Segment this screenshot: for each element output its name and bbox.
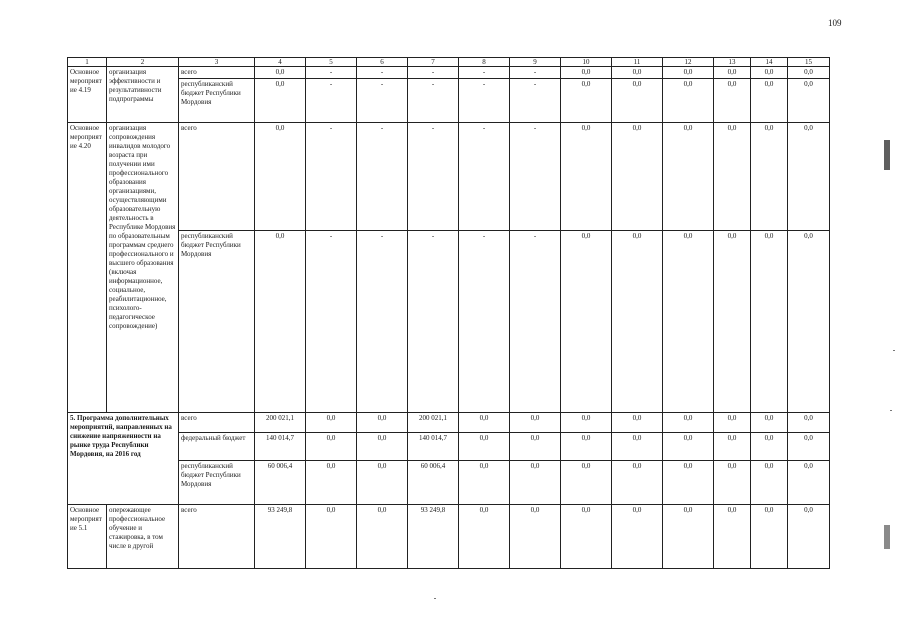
value-cell: - (510, 123, 561, 231)
value-cell: 0,0 (788, 79, 830, 123)
value-cell: 0,0 (561, 505, 612, 569)
value-cell: 0,0 (788, 461, 830, 505)
value-cell: 0,0 (306, 433, 357, 461)
value-cell: 0,0 (714, 461, 751, 505)
value-cell: 0,0 (255, 79, 306, 123)
value-cell: 60 006,4 (408, 461, 459, 505)
value-cell: 0,0 (612, 413, 663, 433)
value-cell: - (408, 67, 459, 79)
program-title-cell: 5. Программа дополнительных мероприятий, направленных на снижение напряженности на рынке труда Республики Мордовия, на 2016 год (68, 413, 179, 505)
value-cell: 93 249,8 (408, 505, 459, 569)
source-cell: федеральный бюджет (179, 433, 255, 461)
value-cell: 0,0 (561, 123, 612, 231)
value-cell: 0,0 (255, 231, 306, 413)
value-cell: 0,0 (663, 433, 714, 461)
value-cell: 0,0 (357, 413, 408, 433)
measure-name-cell: опережающее профессиональное обучение и стажировка, в том числе в другой (107, 505, 179, 569)
value-cell: 0,0 (561, 231, 612, 413)
value-cell: 0,0 (663, 67, 714, 79)
value-cell: 0,0 (612, 123, 663, 231)
header-cell: 7 (408, 58, 459, 67)
value-cell: 0,0 (306, 505, 357, 569)
value-cell: - (357, 231, 408, 413)
value-cell: 0,0 (510, 505, 561, 569)
value-cell: - (510, 231, 561, 413)
header-cell: 9 (510, 58, 561, 67)
header-cell: 6 (357, 58, 408, 67)
value-cell: 0,0 (663, 123, 714, 231)
value-cell: 0,0 (561, 433, 612, 461)
value-cell: - (459, 67, 510, 79)
header-cell: 5 (306, 58, 357, 67)
value-cell: 0,0 (714, 67, 751, 79)
header-cell: 4 (255, 58, 306, 67)
value-cell: - (306, 67, 357, 79)
header-cell: 1 (68, 58, 107, 67)
value-cell: - (306, 231, 357, 413)
header-cell: 15 (788, 58, 830, 67)
value-cell: 0,0 (663, 461, 714, 505)
value-cell: 0,0 (751, 67, 788, 79)
measure-cell: Основное мероприятие 4.19 (68, 67, 107, 123)
scan-speck (893, 350, 895, 351)
value-cell: 0,0 (510, 413, 561, 433)
value-cell: 0,0 (788, 433, 830, 461)
value-cell: - (408, 79, 459, 123)
value-cell: 0,0 (357, 433, 408, 461)
value-cell: 0,0 (788, 413, 830, 433)
value-cell: 0,0 (459, 505, 510, 569)
value-cell: 0,0 (306, 461, 357, 505)
source-cell: всего (179, 67, 255, 79)
value-cell: 0,0 (561, 461, 612, 505)
table-row (68, 231, 830, 413)
header-cell: 11 (612, 58, 663, 67)
value-cell: 0,0 (612, 231, 663, 413)
value-cell: - (408, 123, 459, 231)
value-cell: 0,0 (663, 79, 714, 123)
value-cell: 0,0 (459, 461, 510, 505)
scan-speck (434, 598, 436, 599)
value-cell: 0,0 (714, 123, 751, 231)
value-cell: 0,0 (663, 413, 714, 433)
source-cell: республиканский бюджет Республики Мордовия (179, 79, 255, 123)
value-cell: - (357, 67, 408, 79)
header-cell: 8 (459, 58, 510, 67)
page-number: 109 (828, 18, 842, 28)
value-cell: 0,0 (788, 505, 830, 569)
measure-cell: Основное мероприятие 5.1 (68, 505, 107, 569)
table-row (68, 413, 830, 433)
value-cell: 0,0 (788, 123, 830, 231)
value-cell: - (510, 79, 561, 123)
measure-name-cell: организация сопровождения инвалидов молодого возраста при получении ими профессионального образования организациями, осуществляющими образовательную деятельность в Республике Мордовия по образовательным программам среднего профессионального и высшего образования (включая информационное, социальное, реабилитационное, психолого-педагогическое сопровождение) (107, 123, 179, 413)
table-row (68, 505, 830, 569)
table-row (68, 433, 830, 461)
value-cell: 0,0 (561, 67, 612, 79)
value-cell: - (510, 67, 561, 79)
value-cell: 0,0 (357, 461, 408, 505)
value-cell: 0,0 (714, 79, 751, 123)
source-cell: всего (179, 123, 255, 231)
source-cell: республиканский бюджет Республики Мордовия (179, 461, 255, 505)
value-cell: 0,0 (751, 413, 788, 433)
value-cell: 0,0 (714, 413, 751, 433)
value-cell: 0,0 (561, 413, 612, 433)
value-cell: 0,0 (255, 123, 306, 231)
value-cell: - (459, 79, 510, 123)
value-cell: 0,0 (612, 433, 663, 461)
table-row (68, 461, 830, 505)
value-cell: - (459, 231, 510, 413)
value-cell: 0,0 (612, 461, 663, 505)
header-row (68, 58, 830, 67)
value-cell: - (459, 123, 510, 231)
measure-name-cell: организация эффективности и результативности подпрограммы (107, 67, 179, 123)
value-cell: 0,0 (751, 505, 788, 569)
value-cell: 0,0 (714, 505, 751, 569)
value-cell: - (306, 123, 357, 231)
value-cell: 0,0 (510, 461, 561, 505)
value-cell: 140 014,7 (408, 433, 459, 461)
value-cell: - (306, 79, 357, 123)
table-row (68, 79, 830, 123)
value-cell: 60 006,4 (255, 461, 306, 505)
value-cell: - (408, 231, 459, 413)
value-cell: 0,0 (357, 505, 408, 569)
value-cell: 0,0 (510, 433, 561, 461)
header-cell: 12 (663, 58, 714, 67)
value-cell: 0,0 (255, 67, 306, 79)
value-cell: 0,0 (612, 67, 663, 79)
value-cell: 0,0 (306, 413, 357, 433)
value-cell: 140 014,7 (255, 433, 306, 461)
scan-speck (890, 410, 892, 411)
value-cell: 0,0 (751, 461, 788, 505)
value-cell: 0,0 (561, 79, 612, 123)
value-cell: 0,0 (612, 79, 663, 123)
value-cell: 0,0 (714, 231, 751, 413)
table-row (68, 67, 830, 79)
source-cell: всего (179, 505, 255, 569)
budget-table (67, 57, 830, 569)
source-cell: республиканский бюджет Республики Мордовия (179, 231, 255, 413)
value-cell: - (357, 123, 408, 231)
header-cell: 10 (561, 58, 612, 67)
header-cell: 14 (751, 58, 788, 67)
value-cell: 93 249,8 (255, 505, 306, 569)
header-cell: 2 (107, 58, 179, 67)
value-cell: - (357, 79, 408, 123)
table-row (68, 123, 830, 231)
header-cell: 3 (179, 58, 255, 67)
value-cell: 0,0 (751, 231, 788, 413)
value-cell: 0,0 (788, 231, 830, 413)
value-cell: 200 021,1 (255, 413, 306, 433)
header-cell: 13 (714, 58, 751, 67)
value-cell: 0,0 (459, 433, 510, 461)
value-cell: 0,0 (459, 413, 510, 433)
value-cell: 0,0 (751, 433, 788, 461)
value-cell: 0,0 (751, 79, 788, 123)
measure-cell: Основное мероприятие 4.20 (68, 123, 107, 413)
scan-edge-mark (884, 140, 890, 170)
value-cell: 200 021,1 (408, 413, 459, 433)
scan-edge-mark (884, 525, 890, 549)
value-cell: 0,0 (663, 231, 714, 413)
value-cell: 0,0 (663, 505, 714, 569)
value-cell: 0,0 (751, 123, 788, 231)
value-cell: 0,0 (714, 433, 751, 461)
value-cell: 0,0 (612, 505, 663, 569)
value-cell: 0,0 (788, 67, 830, 79)
source-cell: всего (179, 413, 255, 433)
